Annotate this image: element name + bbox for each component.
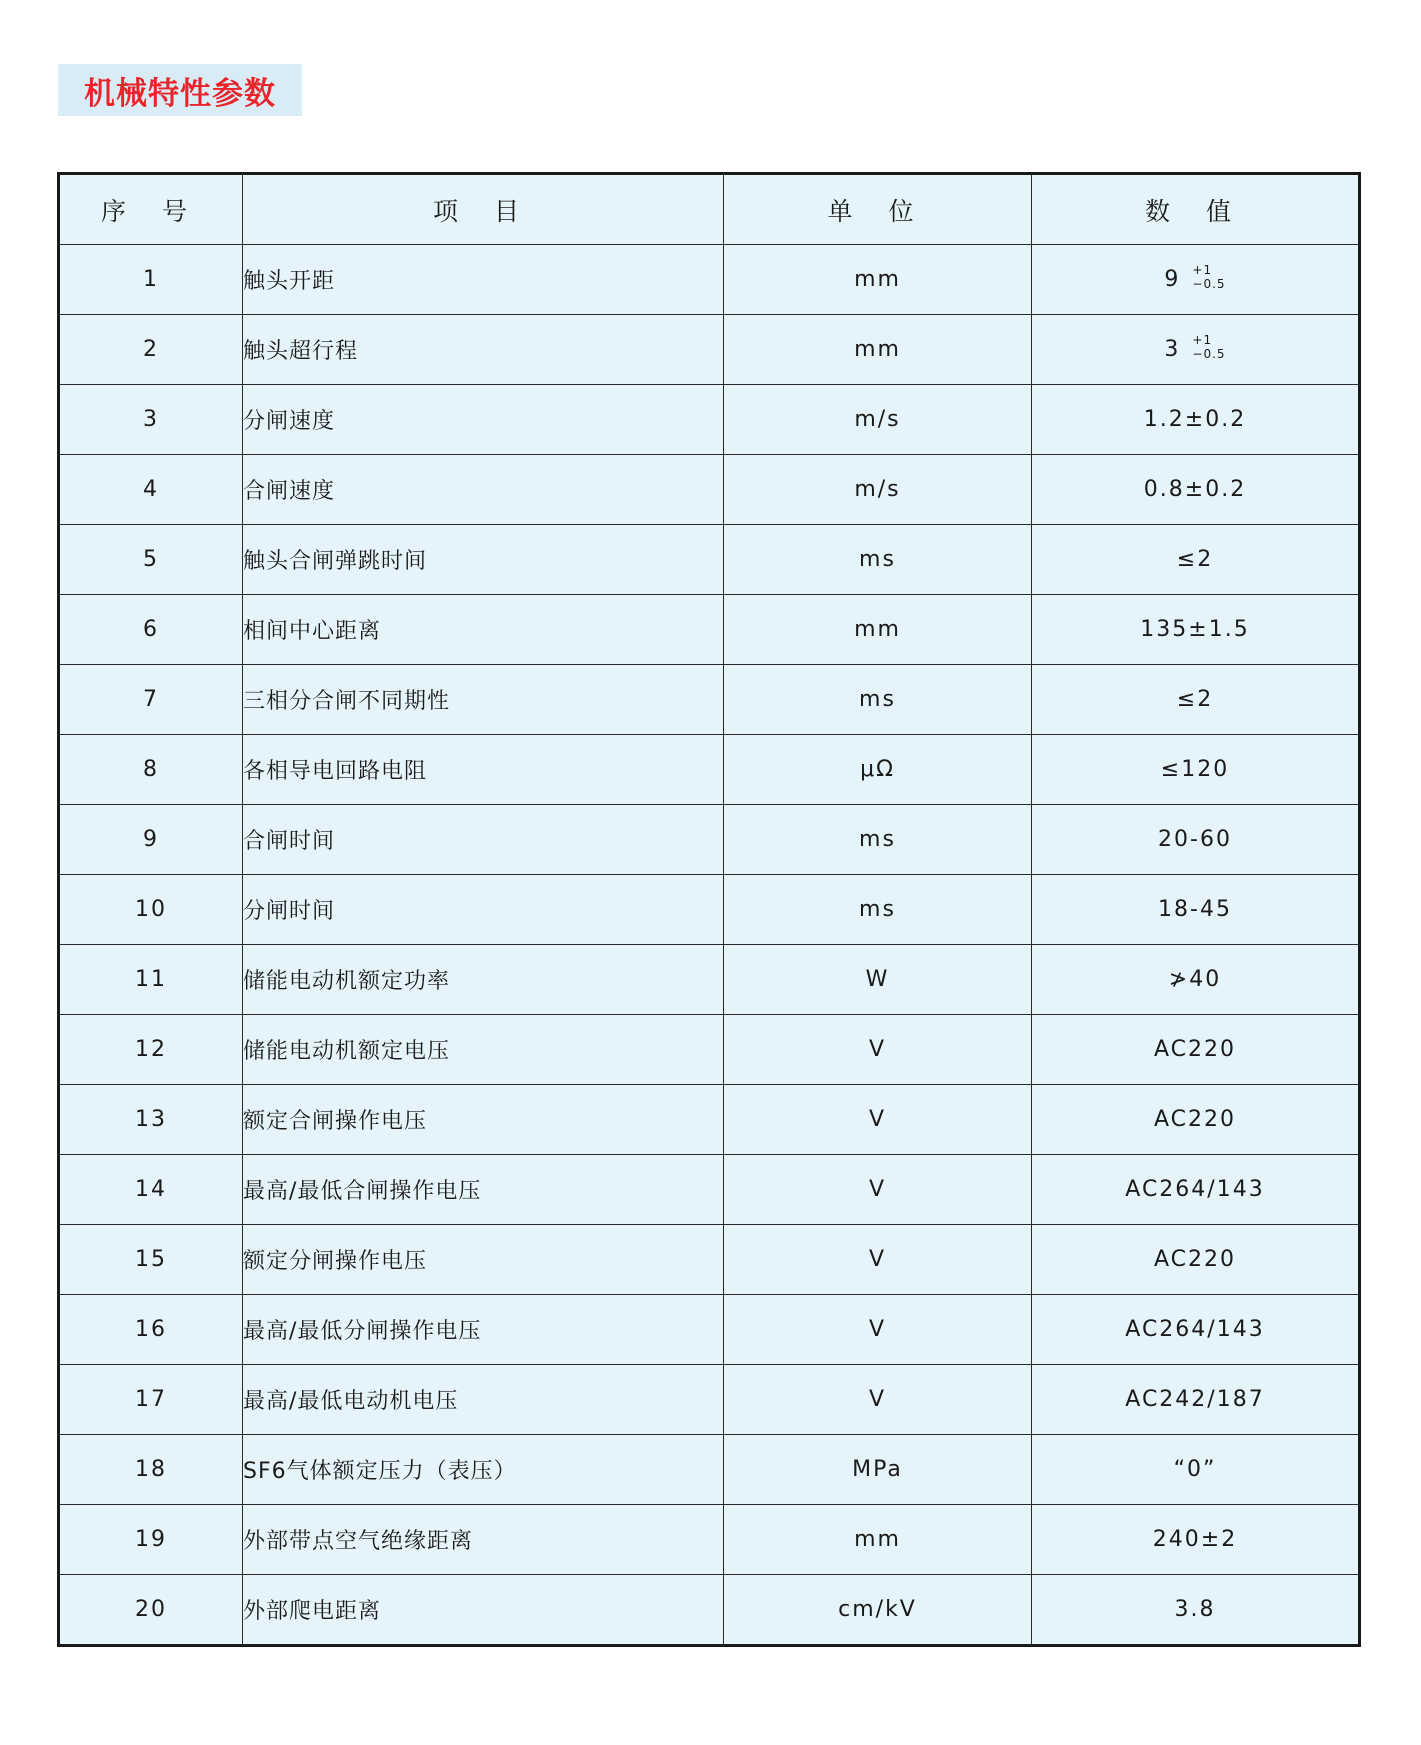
row-number: 8 <box>59 735 243 805</box>
row-item: 分闸时间 <box>243 875 724 945</box>
row-value <box>1032 1085 1360 1155</box>
value-main: ≤2 <box>1176 687 1214 712</box>
row-item: 最高/最低合闸操作电压 <box>243 1155 724 1225</box>
value-main: 18-45 <box>1158 897 1232 922</box>
row-number: 17 <box>59 1365 243 1435</box>
row-unit: mm <box>724 245 1032 315</box>
table-row <box>59 945 1360 1015</box>
row-value <box>1032 1295 1360 1365</box>
row-number: 13 <box>59 1085 243 1155</box>
row-item: 最高/最低分闸操作电压 <box>243 1295 724 1365</box>
row-number: 19 <box>59 1505 243 1575</box>
row-value <box>1032 945 1360 1015</box>
row-item: 合闸速度 <box>243 455 724 525</box>
row-unit: μΩ <box>724 735 1032 805</box>
row-unit: V <box>724 1085 1032 1155</box>
value-main: 9 <box>1164 266 1181 292</box>
row-number: 16 <box>59 1295 243 1365</box>
row-item: 额定分闸操作电压 <box>243 1225 724 1295</box>
table-row <box>59 245 1360 315</box>
row-item: 触头超行程 <box>243 315 724 385</box>
row-item: 触头开距 <box>243 245 724 315</box>
row-number: 15 <box>59 1225 243 1295</box>
row-item: 额定合闸操作电压 <box>243 1085 724 1155</box>
tolerance <box>1192 333 1225 361</box>
row-number: 20 <box>59 1575 243 1646</box>
header-value: 数 值 <box>1032 174 1360 245</box>
table-row <box>59 665 1360 735</box>
tolerance-lower: −0.5 <box>1192 276 1226 291</box>
row-item: 触头合闸弹跳时间 <box>243 525 724 595</box>
row-unit: ms <box>724 525 1032 595</box>
value-main: 0.8±0.2 <box>1143 477 1247 502</box>
row-value <box>1032 595 1360 665</box>
tolerance-upper: +1 <box>1192 332 1213 347</box>
value-main: AC242/187 <box>1125 1387 1265 1412</box>
row-value <box>1032 735 1360 805</box>
row-item: 三相分合闸不同期性 <box>243 665 724 735</box>
row-number: 7 <box>59 665 243 735</box>
value-main: AC220 <box>1153 1037 1236 1062</box>
table-row <box>59 1505 1360 1575</box>
table-row <box>59 805 1360 875</box>
row-unit: W <box>724 945 1032 1015</box>
row-value <box>1032 385 1360 455</box>
tolerance <box>1192 263 1225 291</box>
row-unit: cm/kV <box>724 1575 1032 1646</box>
row-unit: V <box>724 1155 1032 1225</box>
row-number: 11 <box>59 945 243 1015</box>
row-value <box>1032 525 1360 595</box>
row-value <box>1032 1365 1360 1435</box>
row-value <box>1032 1015 1360 1085</box>
row-number: 1 <box>59 245 243 315</box>
value-main: ≯40 <box>1168 967 1222 992</box>
header-unit: 单 位 <box>724 174 1032 245</box>
value-main: AC220 <box>1153 1107 1236 1132</box>
row-unit: m/s <box>724 385 1032 455</box>
row-unit: V <box>724 1015 1032 1085</box>
row-item: 相间中心距离 <box>243 595 724 665</box>
table-row <box>59 1295 1360 1365</box>
table-row <box>59 1015 1360 1085</box>
value-main: 3 <box>1164 336 1181 362</box>
row-item: 合闸时间 <box>243 805 724 875</box>
row-value <box>1032 245 1360 315</box>
row-value <box>1032 1505 1360 1575</box>
row-number: 12 <box>59 1015 243 1085</box>
row-item: 外部爬电距离 <box>243 1575 724 1646</box>
row-unit: m/s <box>724 455 1032 525</box>
header-item: 项 目 <box>243 174 724 245</box>
value-main: 3.8 <box>1174 1597 1216 1622</box>
row-unit: ms <box>724 665 1032 735</box>
value-main: ≤120 <box>1160 757 1230 782</box>
row-number: 6 <box>59 595 243 665</box>
row-value <box>1032 875 1360 945</box>
row-unit: ms <box>724 875 1032 945</box>
row-value <box>1032 1435 1360 1505</box>
row-item: 最高/最低电动机电压 <box>243 1365 724 1435</box>
table-row <box>59 315 1360 385</box>
row-item: 各相导电回路电阻 <box>243 735 724 805</box>
table-row <box>59 1435 1360 1505</box>
row-unit: mm <box>724 315 1032 385</box>
tolerance-lower: −0.5 <box>1192 346 1226 361</box>
value-main: 240±2 <box>1152 1527 1238 1552</box>
row-item: SF6气体额定压力（表压） <box>243 1435 724 1505</box>
row-unit: mm <box>724 595 1032 665</box>
row-number: 2 <box>59 315 243 385</box>
row-unit: V <box>724 1365 1032 1435</box>
row-number: 9 <box>59 805 243 875</box>
value-main: 1.2±0.2 <box>1143 407 1247 432</box>
table-row <box>59 525 1360 595</box>
value-main: “0” <box>1173 1457 1217 1482</box>
row-unit: ms <box>724 805 1032 875</box>
table-row <box>59 875 1360 945</box>
row-value <box>1032 1225 1360 1295</box>
row-value <box>1032 805 1360 875</box>
table-body <box>59 245 1360 1646</box>
row-number: 4 <box>59 455 243 525</box>
row-value <box>1032 665 1360 735</box>
table-row <box>59 1155 1360 1225</box>
row-number: 18 <box>59 1435 243 1505</box>
value-main: 135±1.5 <box>1140 617 1250 642</box>
table-row <box>59 1225 1360 1295</box>
table-row <box>59 1365 1360 1435</box>
row-value <box>1032 455 1360 525</box>
row-unit: V <box>724 1295 1032 1365</box>
value-main: AC220 <box>1153 1247 1236 1272</box>
value-main: 20-60 <box>1158 827 1232 852</box>
row-number: 3 <box>59 385 243 455</box>
row-unit: V <box>724 1225 1032 1295</box>
row-unit: MPa <box>724 1435 1032 1505</box>
header-no: 序 号 <box>59 174 243 245</box>
row-item: 储能电动机额定功率 <box>243 945 724 1015</box>
table-row <box>59 1085 1360 1155</box>
row-item: 分闸速度 <box>243 385 724 455</box>
row-number: 10 <box>59 875 243 945</box>
value-main: AC264/143 <box>1125 1317 1265 1342</box>
row-value <box>1032 315 1360 385</box>
mechanical-parameters-table <box>57 172 1361 1647</box>
value-main: AC264/143 <box>1125 1177 1265 1202</box>
table-row <box>59 735 1360 805</box>
row-number: 5 <box>59 525 243 595</box>
row-item: 外部带点空气绝缘距离 <box>243 1505 724 1575</box>
tolerance-upper: +1 <box>1192 262 1213 277</box>
row-number: 14 <box>59 1155 243 1225</box>
row-value <box>1032 1155 1360 1225</box>
table-row <box>59 595 1360 665</box>
table-header-row <box>59 174 1360 245</box>
row-value <box>1032 1575 1360 1646</box>
table-row <box>59 1575 1360 1646</box>
row-unit: mm <box>724 1505 1032 1575</box>
section-title: 机械特性参数 <box>84 75 276 112</box>
table-row <box>59 455 1360 525</box>
row-item: 储能电动机额定电压 <box>243 1015 724 1085</box>
table-row <box>59 385 1360 455</box>
section-title-badge <box>58 64 302 116</box>
value-main: ≤2 <box>1176 547 1214 572</box>
